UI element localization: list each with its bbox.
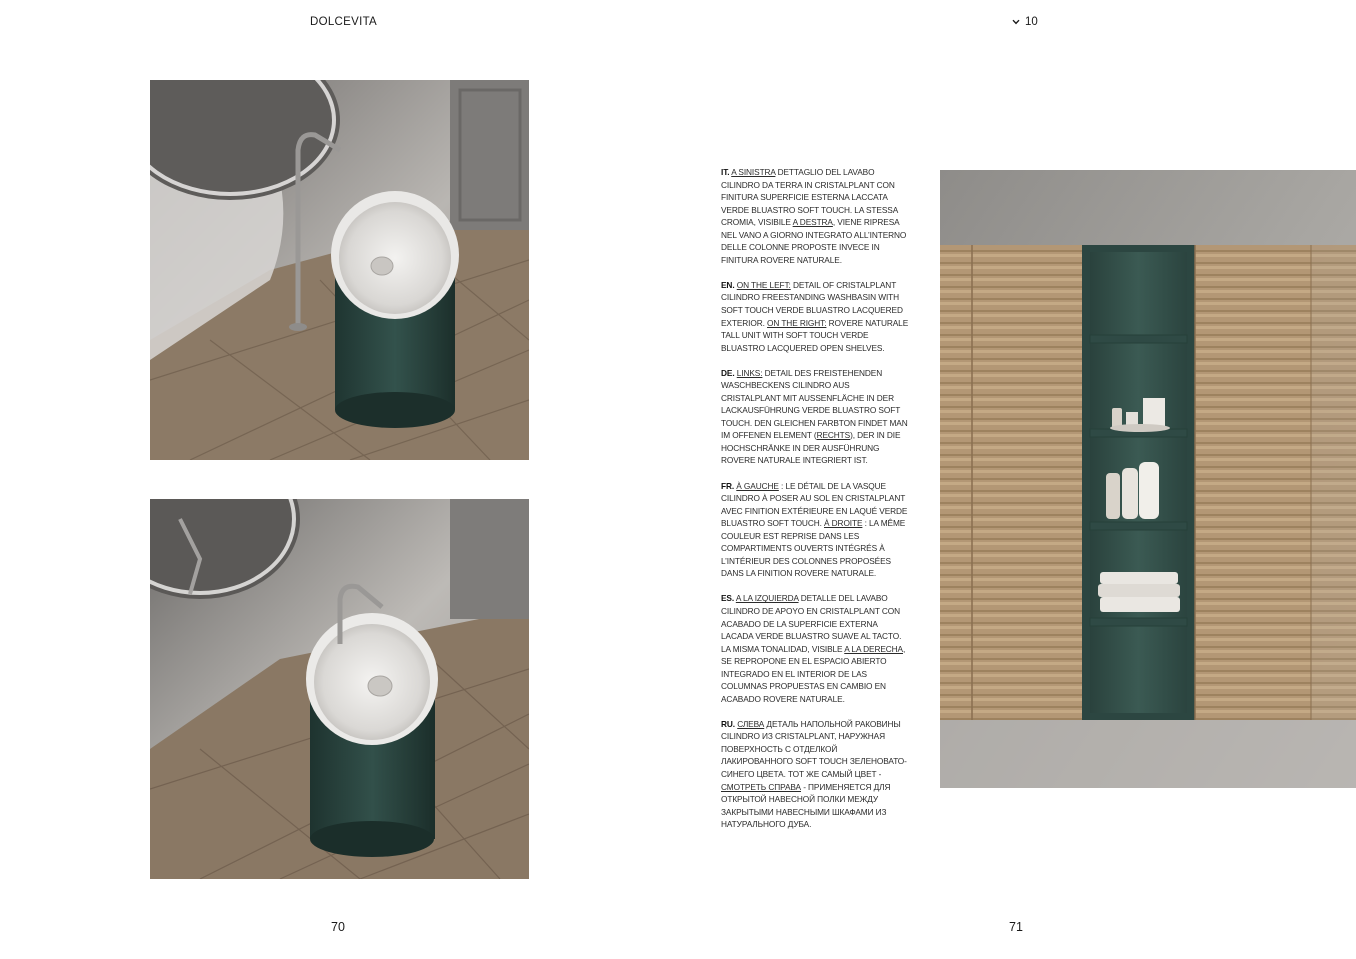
caption-es [721,592,911,705]
caption-text: : LA MÊME COULEUR EST REPRISE DANS LES COMPARTIMENTS OUVERTS INTÉGRÉS À L’INTÉRIEUR DES COLONNES PROPOSÉES DANS LA FINITION ROVERE NATURALE. [721,518,906,579]
tall-unit-photo [940,170,1356,788]
caption-language-code: EN. [721,279,735,290]
chevron-down-icon [1012,19,1020,25]
caption-text: DETAIL DES FREISTEHENDEN WASCHBECKENS CILINDRO AUS CRISTALPLANT MIT AUSSENFLÄCHE IN DER LACKAUSFÜHRUNG VERDE BLUASTRO SOFT TOUCH. DEN GLEICHEN FARBTON FINDET MAN IM OFFENEN ELEMENT ( [721,367,908,441]
caption-text: DETTAGLIO DEL LAVABO CILINDRO DA TERRA IN CRISTALPLANT CON FINITURA SUPERFICIE ESTERNA LACCATA VERDE BLUASTRO SOFT TOUCH. LA STESSA CROMIA, VISIBILE [721,167,898,228]
caption-direction-label: LINKS: [736,367,763,378]
caption-direction-label: ON THE RIGHT: [767,317,827,328]
caption-language-code: RU. [721,718,735,729]
caption-text: , VIENE RIPRESA NEL VANO A GIORNO INTEGRATO ALL’INTERNO DELLE COLONNE PROPOSTE INVECE IN FINITURA ROVERE NATURALE. [721,217,907,265]
caption-direction-label: A LA DERECHA [844,643,903,654]
caption-direction-label: A SINISTRA [731,167,776,177]
page-number-right: 71 [1009,920,1023,934]
caption-text: ), DER IN DIE HOCHSCHRÄNKE IN DER AUSFÜHRUNG ROVERE NATURALE INTEGRIERT IST. [721,430,901,466]
caption-text: , SE REPROPONE EN EL ESPACIO ABIERTO INTEGRADO EN EL INTERIOR DE LAS COLUMNAS PROPUESTAS EN CAMBIO EN ACABADO ROVERE NATURALE. [721,643,906,704]
caption-direction-label: RECHTS [816,430,851,441]
chapter-indicator [1012,16,1038,28]
caption-language-code: IT. [721,167,730,177]
caption-language-code: DE. [721,367,735,378]
caption-language-code: ES. [721,593,735,604]
caption-language-code: FR. [721,480,735,491]
caption-direction-label: À DROITE [824,518,863,529]
caption-text: DETAIL OF CRISTALPLANT CILINDRO FREESTANDING WASHBASIN WITH SOFT TOUCH VERDE BLUASTRO LACQUERED EXTERIOR. [721,279,903,328]
washbasin-photo-bottom [150,499,529,879]
caption-text-column [721,166,911,843]
caption-fr [721,480,911,580]
caption-direction-label: À GAUCHE [736,480,779,491]
caption-de [721,367,911,467]
page-number-left: 70 [331,920,345,934]
caption-direction-label: A LA IZQUIERDA [735,593,799,604]
caption-direction-label: ON THE LEFT: [736,279,791,290]
brand-name: DOLCEVITA [310,16,378,28]
caption-text: ДЕТАЛЬ НАПОЛЬНОЙ РАКОВИНЫ CILINDRO ИЗ CRISTALPLANT, НАРУЖНАЯ ПОВЕРХНОСТЬ С ОТДЕЛКОЙ ЛАКИРОВАННОГО SOFT TOUCH ЗЕЛЕНОВАТО-СИНЕГО ЦВЕТА. ТОТ ЖЕ САМЫЙ ЦВЕТ - [721,718,907,780]
caption-text: : LE DÉTAIL DE LA VASQUE CILINDRO À POSER AU SOL EN CRISTALPLANT AVEC FINITION EXTÉRIEURE EN LAQUÉ VERDE BLUASTRO SOFT TOUCH. [721,480,908,529]
caption-direction-label: СМОТРЕТЬ СПРАВА [721,781,801,792]
caption-text: - ПРИМЕНЯЕТСЯ ДЛЯ ОТКРЫТОЙ НАВЕСНОЙ ПОЛКИ МЕЖДУ ЗАКРЫТЫМИ НАВЕСНЫМИ ШКАФАМИ ИЗ НАТУРАЛЬНОГО ДУБА. [721,781,891,830]
caption-ru [721,718,911,831]
caption-text: DETALLE DEL LAVABO CILINDRO DE APOYO EN CRISTALPLANT CON ACABADO DE LA SUPERFICIE EXTERNA LACADA VERDE BLUASTRO SUAVE AL TACTO. LA MISMA TONALIDAD, VISIBLE [721,593,902,654]
caption-en [721,279,911,354]
caption-direction-label: СЛЕВА [737,718,765,729]
caption-direction-label: A DESTRA [792,217,833,228]
caption-it [721,166,911,266]
washbasin-photo-top [150,80,529,460]
chapter-number: 10 [1025,16,1038,28]
caption-text: ROVERE NATURALE TALL UNIT WITH SOFT TOUCH VERDE BLUASTRO LACQUERED OPEN SHELVES. [721,317,909,353]
